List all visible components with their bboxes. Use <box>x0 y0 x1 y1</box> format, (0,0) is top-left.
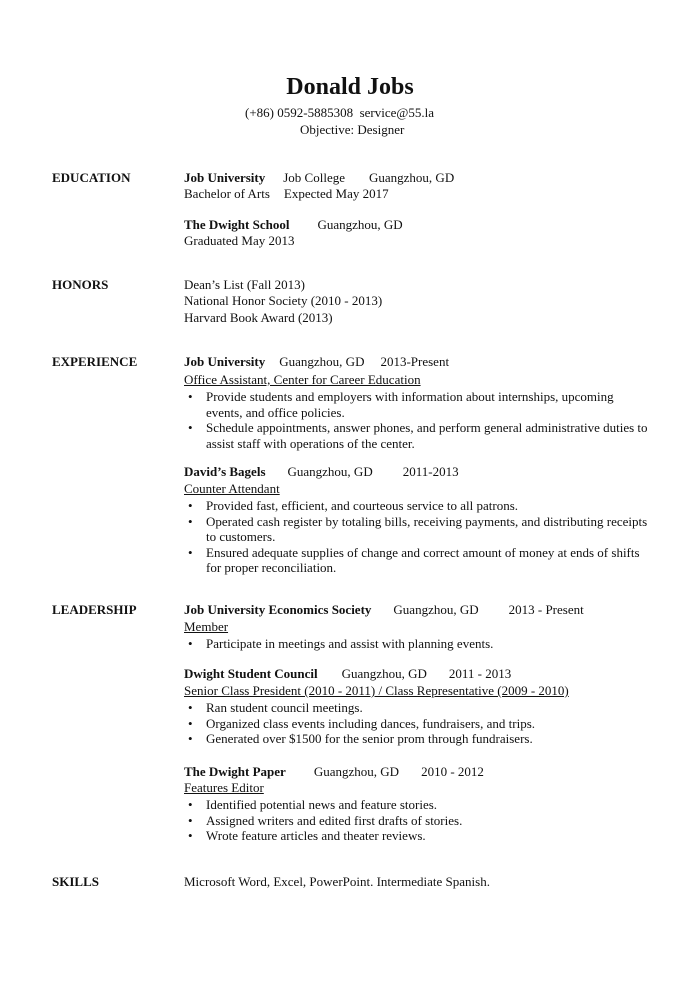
bullet-item: • Wrote feature articles and theater reviews. <box>188 828 648 844</box>
organization-name: Job University <box>184 354 266 369</box>
date-range: 2013 - Present <box>508 602 584 617</box>
section-label-honors: HONORS <box>52 277 109 292</box>
organization-name: The Dwight Paper <box>184 764 286 779</box>
bullet-list <box>188 700 648 747</box>
organization-name: Dwight Student Council <box>184 666 318 681</box>
graduation-date: Graduated May 2013 <box>184 233 295 248</box>
organization-name: David’s Bagels <box>184 464 266 479</box>
education-entry-2-heading <box>184 217 403 233</box>
experience-entry-1-heading <box>184 354 449 370</box>
role-title: Features Editor <box>184 780 264 795</box>
organization-location: Guangzhou, GD <box>313 764 400 779</box>
bullet-list <box>188 389 648 451</box>
bullet-item: • Ran student council meetings. <box>188 700 648 716</box>
leadership-entry-1-heading <box>184 602 584 618</box>
bullet-list <box>188 636 648 652</box>
school-location: Guangzhou, GD <box>369 170 455 185</box>
school-name: Job University <box>184 170 266 185</box>
section-label-leadership: LEADERSHIP <box>52 602 137 617</box>
bullet-item: • Organized class events including dances, fundraisers, and trips. <box>188 716 648 732</box>
bullet-item: • Provided fast, efficient, and courteous service to all patrons. <box>188 498 648 514</box>
organization-location: Guangzhou, GD <box>393 602 479 617</box>
date-range: 2011 - 2013 <box>448 666 512 681</box>
bullet-item: • Identified potential news and feature stories. <box>188 797 648 813</box>
objective: Objective: Designer <box>300 122 405 137</box>
honor-item: National Honor Society (2010 - 2013) <box>184 293 383 308</box>
organization-location: Guangzhou, GD <box>287 464 373 479</box>
education-entry-1-heading <box>184 170 454 186</box>
education-entry-1-detail <box>184 186 389 202</box>
degree: Bachelor of Arts <box>184 186 270 201</box>
section-label-education: EDUCATION <box>52 170 131 185</box>
bullet-item: • Assigned writers and edited first drafts of stories. <box>188 813 648 829</box>
role-title: Member <box>184 619 229 634</box>
organization-location: Guangzhou, GD <box>279 354 365 369</box>
bullet-item: • Provide students and employers with information about internships, upcoming events, and office policies. <box>188 389 648 420</box>
college-name: Job College <box>283 170 345 185</box>
leadership-entry-2-heading <box>184 666 511 682</box>
candidate-name: Donald Jobs <box>286 74 414 100</box>
role-title: Senior Class President (2010 - 2011) / Class Representative (2009 - 2010) <box>184 683 569 698</box>
contact-line <box>245 105 434 121</box>
honor-item: Harvard Book Award (2013) <box>184 310 333 325</box>
date-range: 2013-Present <box>380 354 450 369</box>
bullet-item: • Operated cash register by totaling bills, receiving payments, and distributing receipts to customers. <box>188 514 648 545</box>
job-title: Counter Attendant <box>184 481 280 496</box>
date-range: 2011-2013 <box>402 464 459 479</box>
bullet-item: • Generated over $1500 for the senior prom through fundraisers. <box>188 731 648 747</box>
school-location: Guangzhou, GD <box>317 217 403 232</box>
bullet-item: • Schedule appointments, answer phones, and perform general administrative duties to assist staff with operations of the center. <box>188 420 648 451</box>
email-address: service@55.la <box>359 105 434 120</box>
section-label-skills: SKILLS <box>52 874 99 889</box>
date-range: 2010 - 2012 <box>421 764 484 779</box>
job-title: Office Assistant, Center for Career Education <box>184 372 421 387</box>
organization-name: Job University Economics Society <box>184 602 372 617</box>
skills-text: Microsoft Word, Excel, PowerPoint. Intermediate Spanish. <box>184 874 490 889</box>
bullet-item: • Participate in meetings and assist with planning events. <box>188 636 648 652</box>
school-name: The Dwight School <box>184 217 290 232</box>
section-label-experience: EXPERIENCE <box>52 354 138 369</box>
experience-entry-2-heading <box>184 464 459 480</box>
honor-item: Dean’s List (Fall 2013) <box>184 277 305 292</box>
organization-location: Guangzhou, GD <box>341 666 427 681</box>
bullet-list <box>188 797 648 844</box>
bullet-list <box>188 498 648 576</box>
leadership-entry-3-heading <box>184 764 484 780</box>
graduation-date: Expected May 2017 <box>283 186 389 201</box>
bullet-item: • Ensured adequate supplies of change and correct amount of money at ends of shifts for proper reconciliation. <box>188 545 648 576</box>
phone-number: (+86) 0592-5885308 <box>245 105 354 120</box>
